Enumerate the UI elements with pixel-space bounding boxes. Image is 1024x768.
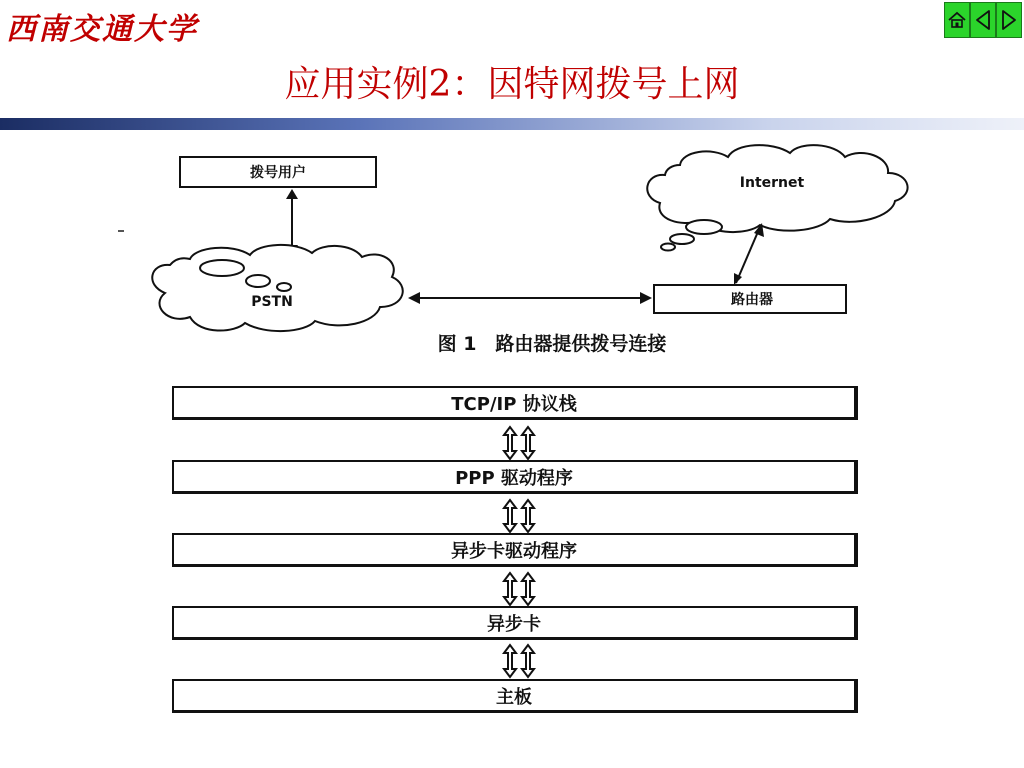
next-slide-button[interactable] — [996, 2, 1022, 38]
stack-layer-async-card-driver: 异步卡驱动程序 — [172, 533, 858, 567]
triangle-right-icon — [1000, 9, 1018, 31]
stack-layer-motherboard: 主板 — [172, 679, 858, 713]
network-diagram — [0, 135, 1024, 365]
double-arrow-icon — [494, 496, 544, 536]
title-divider — [0, 118, 1024, 130]
slide-nav — [944, 2, 1024, 38]
figure1-caption: 图 1 路由器提供拨号连接 — [437, 333, 667, 355]
university-logo: 西南交通大学 — [6, 12, 198, 47]
double-arrow-icon — [494, 569, 544, 609]
router-label: 路由器 — [731, 292, 773, 308]
internet-label: Internet — [739, 175, 805, 191]
pstn-label: PSTN — [251, 294, 293, 310]
home-icon — [947, 10, 967, 30]
pstn-cloud — [152, 245, 402, 331]
slide-title: 应用实例2：因特网拨号上网 — [284, 64, 740, 105]
internet-cloud — [647, 145, 907, 250]
home-button[interactable] — [944, 2, 970, 38]
double-arrow-icon — [494, 641, 544, 681]
double-arrow-icon — [494, 423, 544, 463]
stack-layer-tcpip: TCP/IP 协议栈 — [172, 386, 858, 420]
stack-layer-ppp-driver: PPP 驱动程序 — [172, 460, 858, 494]
stack-layer-async-card: 异步卡 — [172, 606, 858, 640]
triangle-left-icon — [974, 9, 992, 31]
dialup-user-label: 拨号用户 — [250, 165, 306, 181]
previous-slide-button[interactable] — [970, 2, 996, 38]
